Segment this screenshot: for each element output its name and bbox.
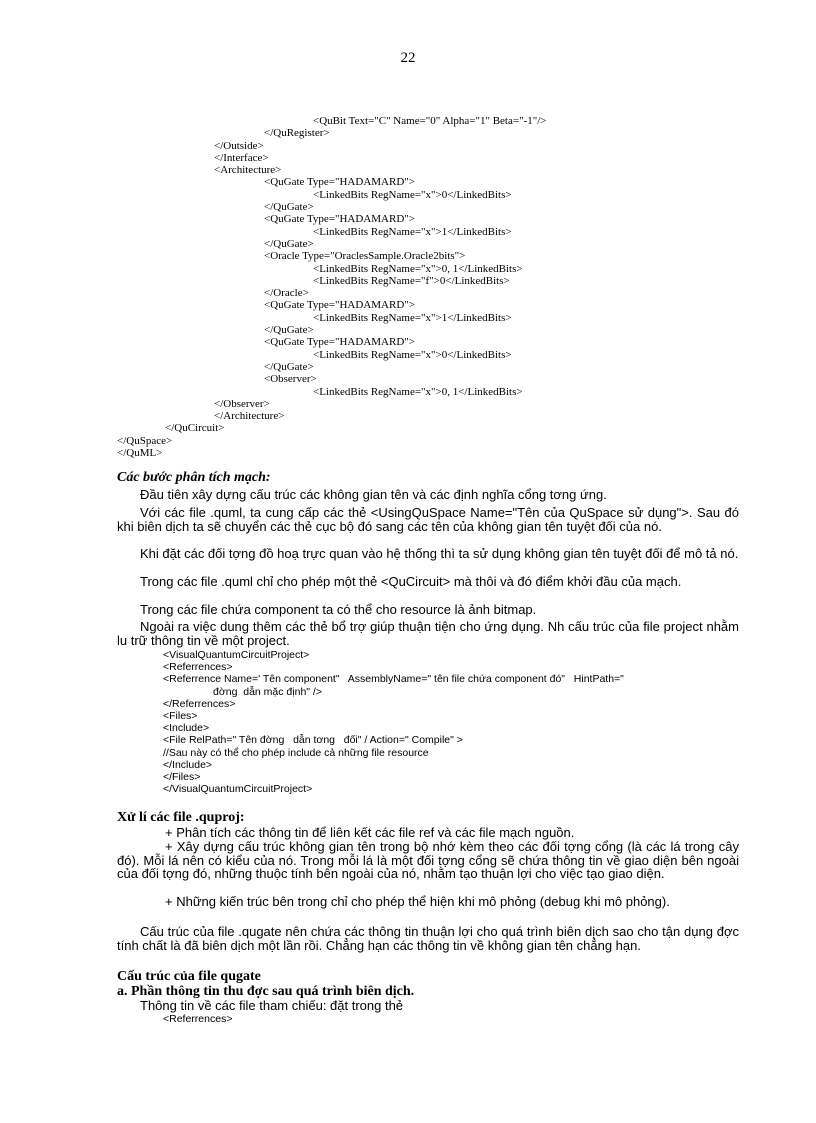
code-line: //Sau này có thể cho phép include cả những file resource	[163, 746, 429, 759]
page-number: 22	[400, 50, 416, 66]
paragraph: Trong các file .quml chỉ cho phép một thẻ <QuCircuit> mà thôi và đó điểm khởi đầu của mạch.	[140, 574, 682, 589]
code-line: </Observer>	[214, 397, 270, 410]
code-line: </QuML>	[117, 447, 163, 460]
code-line: </Files>	[163, 770, 201, 783]
code-line: <LinkedBits RegName="x">0, 1</LinkedBits>	[313, 262, 523, 275]
code-line: </QuGate>	[264, 360, 314, 373]
code-line: <QuGate Type="HADAMARD">	[264, 336, 415, 349]
section-heading-quproj: Xử lí các file .quproj:	[117, 810, 245, 825]
code-line: </Referrences>	[163, 697, 236, 710]
section-heading-analysis-steps: Các bước phân tích mạch:	[117, 470, 271, 485]
code-line: </Include>	[163, 758, 213, 771]
code-line: đờng dẫn mặc định" />	[213, 685, 322, 698]
paragraph: + Xây dựng cấu trúc không gian tên trong bộ nhớ kèm theo các đối tợng cổng (là các lá trong cây đó). Mỗi lá nên có kiểu của nó. Trong mỗi lá là một đối tợng cổng sẽ chứa thông tin về giao diện bên ngoài của đối tợng đó, những thuộc tính bên ngoài của nó, nhằm tạo thuận lợi cho việc tạo giao diện.	[117, 839, 739, 881]
code-line: </Architecture>	[214, 410, 285, 423]
code-line: <LinkedBits RegName="x">0</LinkedBits>	[313, 188, 512, 201]
code-line: <QuGate Type="HADAMARD">	[264, 213, 415, 226]
code-line: <VisualQuantumCircuitProject>	[163, 649, 310, 661]
code-line: </QuGate>	[264, 201, 314, 214]
code-line: </QuCircuit>	[165, 422, 225, 435]
xml-code-block	[0, 115, 546, 459]
code-line: <LinkedBits RegName="x">0</LinkedBits>	[313, 348, 512, 361]
code-line: <QuGate Type="HADAMARD">	[264, 176, 415, 189]
paragraph: Khi đặt các đối tợng đồ hoạ trực quan vào hệ thống thì ta sử dụng không gian tên tuyệt đối để mô tả nó.	[140, 546, 739, 561]
code-line: <Oracle Type="OraclesSample.Oracle2bits">	[264, 250, 466, 263]
code-line: <LinkedBits RegName="x">1</LinkedBits>	[313, 225, 512, 238]
code-line: <LinkedBits RegName="x">1</LinkedBits>	[313, 311, 512, 324]
references-note: Thông tin về các file tham chiếu: đặt trong thẻ	[140, 998, 404, 1013]
code-line: <Include>	[163, 722, 210, 735]
code-line: </QuSpace>	[117, 434, 173, 447]
code-line: </Interface>	[214, 151, 269, 164]
code-line: <Referrence Name=' Tên component" AssemblyName=" tên file chứa component đó" HintPath="	[163, 673, 624, 686]
code-line: <Referrences>	[163, 661, 233, 674]
code-line: </QuGate>	[264, 237, 314, 250]
code-line: <QuGate Type="HADAMARD">	[264, 299, 415, 312]
code-line: </QuRegister>	[264, 127, 330, 140]
code-line: </Oracle>	[264, 287, 309, 300]
project-file-code-block	[163, 649, 624, 795]
code-line: </VisualQuantumCircuitProject>	[163, 783, 313, 796]
subsection-heading-compiled-info: a. Phần thông tin thu đợc sau quá trình biên dịch.	[117, 984, 415, 999]
code-line: <Observer>	[264, 373, 317, 386]
paragraph: Cấu trúc của file .qugate nên chứa các thông tin thuận lợi cho quá trình biên dịch sao cho tận dụng đợc tính chất là đã biên dịch một lần rồi. Chẳng hạn các thông tin về không gian tên chẳng hạn.	[117, 924, 739, 953]
paragraph: Trong các file chứa component ta có thể cho resource là ảnh bitmap.	[140, 602, 537, 617]
code-line: <QuBit Text="C" Name="0" Alpha="1" Beta="-1"/>	[313, 115, 547, 127]
paragraph: Với các file .quml, ta cung cấp các thẻ <UsingQuSpace Name="Tên của QuSpace sử dụng">. Sau đó khi biên dịch ta sẽ chuyển các thẻ cục bộ đó sang các tên của không gian tên tuyệt đối của nó.	[117, 505, 739, 534]
code-line: <File RelPath=" Tên đờng dẫn tơng đối" / Action=" Compile" >	[163, 734, 463, 747]
code-line: <LinkedBits RegName="x">0, 1</LinkedBits>	[313, 385, 523, 398]
section-heading-qugate: Cấu trúc của file qugate	[117, 969, 261, 984]
references-tag: <Referrences>	[163, 1013, 233, 1025]
paragraph: + Phân tích các thông tin để liên kết các file ref và các file mạch nguồn.	[165, 825, 575, 840]
code-line: <Files>	[163, 709, 198, 722]
code-line: <LinkedBits RegName="f">0</LinkedBits>	[313, 274, 510, 287]
paragraph: + Những kiến trúc bên trong chỉ cho phép thể hiện khi mô phỏng (debug khi mô phỏng).	[165, 894, 670, 909]
paragraph: Đầu tiên xây dựng cấu trúc các không gian tên và các định nghĩa cổng tơng ứng.	[140, 487, 607, 502]
code-line: <Architecture>	[214, 164, 282, 177]
code-line: </QuGate>	[264, 324, 314, 337]
paragraph: Ngoài ra việc dung thêm các thẻ bổ trợ giúp thuận tiện cho ứng dụng. Nh cấu trúc của file project nhằm lu trữ thông tin về một project.	[117, 619, 739, 648]
code-line: </Outside>	[214, 139, 264, 152]
